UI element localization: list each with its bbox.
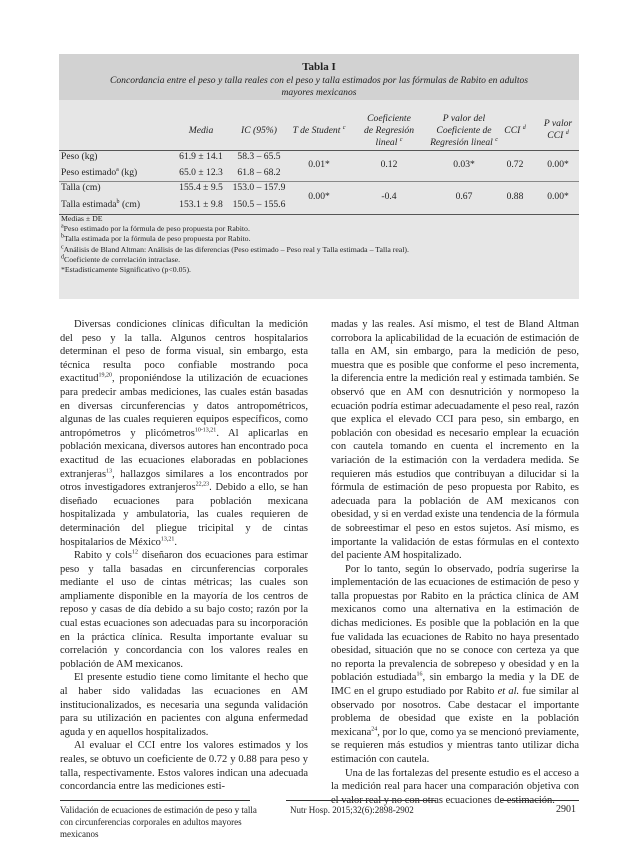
paragraph: Al evaluar el CCI entre los valores estimados y los reales, se obtuvo un coeficiente de 0.72 y 0.88 para peso y talla, respectivamente. Estos valores indican una adecuada concordancia entre las mediciones esti- <box>60 740 308 793</box>
table-title: Tabla I <box>302 61 336 73</box>
body-column-right <box>331 318 579 807</box>
paragraph: Rabito y cols$^{12}$ diseñaron dos ecuaciones para estimar peso y talla basadas en circunferencias corporales mediante el uso de cintas métricas; las cuales son ampliamente disponible en la mayoría de los centros de reposo y casas de día debido a su bajo costo; razón por la cual estas ecuaciones son adecuadas para su incorporación en la práctica clínica. Resulta importante evaluar su correlación y concordancia con los valores reales en población de AM mexicanos. <box>60 549 308 670</box>
group-cci: 0.72 <box>506 159 524 170</box>
footer-citation: Nutr Hosp. 2015;32(6):2898-2902 <box>290 805 414 815</box>
col-header-t-student: T de Student $^c$ <box>292 124 346 136</box>
footer-rule-left <box>60 800 250 801</box>
row-label: Talla estimada$^b$ (cm) <box>61 198 141 210</box>
group-t-student: 0.00* <box>308 191 330 202</box>
footer-rule-right <box>500 800 579 801</box>
table-header-band <box>59 54 579 100</box>
row-ic: 58.3 – 65.5 <box>237 151 281 162</box>
table-rule-header <box>59 150 579 151</box>
group-p-cci: 0.00* <box>547 191 569 202</box>
row-label: Peso (kg) <box>61 151 98 162</box>
col-header-media: Media <box>188 125 214 136</box>
table-note: $^a$Peso estimado por la fórmula de peso propuesta por Rabito. <box>61 223 250 234</box>
table-note: $^b$Talla estimada por la fórmula de peso propuesta por Rabito. <box>61 233 251 244</box>
table-caption: Concordancia entre el peso y talla reales con el peso y talla estimados por las fórmulas de Rabito en adultos mayores mexicanos <box>109 75 529 98</box>
paragraph: madas y las reales. Así mismo, el test de Bland Altman corrobora la aplicabilidad de la ecuación de estimación de talla en AM, sin embargo, para la medición de peso, muestra que es posible que conforme el peso incrementa, la diferencia entre la medición real y estimada también. Se observó que en AM con desnutrición y normopeso la ecuación podría estimar adecuadamente el peso real, razón que explica el elevado CCI para peso, sin embargo, en población con obesidad es necesario emplear la ecuación con cautela tomando en cuenta el incremento en la variación de la estimación con la verdadera medida. Se requieren más estudios que contribuyan a dilucidar si la fórmula de estimación de peso propuesta por Rabito, es adecuada para la población de AM mexicanos con obesidad, y si en verdad existe una tendencia de la fórmula de sobreestimar el peso en estos sujetos. Así mismo, es importante la validación de estas fórmulas en el contexto del paciente AM hospitalizado. <box>331 319 579 562</box>
paragraph: Una de las fortalezas del presente estudio es el acceso a la medición real para hacer una comparación objetiva con el valor real y no con otras ecuaciones de estimación. <box>331 767 579 806</box>
table-block <box>59 54 579 299</box>
page-number: 2901 <box>556 804 576 815</box>
group-coef: 0.12 <box>380 159 398 170</box>
col-header-p-coef: P valor del Coeficiente de Regresión lineal $^c$ <box>430 113 498 148</box>
table-note: *Estadísticamente Significativo (p<0.05). <box>61 265 191 275</box>
row-ic: 61.8 – 68.2 <box>237 167 281 178</box>
group-coef: -0.4 <box>381 191 397 202</box>
paragraph: El presente estudio tiene como limitante el hecho que al haber sido validadas las ecuaciones en AM institucionalizados, es necesaria una segunda validación para su utilización en pacientes con alguna enfermedad aguda y en aquellos hospitalizados. <box>60 672 308 738</box>
row-label: Talla (cm) <box>61 182 101 193</box>
row-media: 61.9 ± 14.1 <box>179 151 223 162</box>
paragraph: Diversas condiciones clínicas dificultan la medición del peso y la talla. Algunos centros hospitalarios determinan el peso de forma visual, sin embargo, esta técnica resulta poco confiable mostrando poca exactitud$^{19,20}$, proponiéndose la utilización de ecuaciones para predecir ambas mediciones, las cuales están basadas en diversas circunferencias y datos antropométricos, algunas de las cuales requieren equipos específicos, como antropómetros y plicómetros$^{10-13,21}$. Al aplicarlas en población mexicana, diversos autores han encontrado poca exactitud de las ecuaciones elaboradas en poblaciones extranjeras$^{13}$, hallazgos similares a los encontrados por otros investigadores extranjeros$^{22,23}$. Debido a ello, se han diseñado ecuaciones para población mexicana hospitalizada y ambulatoria, las cuales requieren de determinación del pliegue tricipital y de cintas hospitalarios de México$^{13,21}$. <box>60 319 308 548</box>
col-header-ic: IC (95%) <box>241 125 277 136</box>
col-header-p-cci: P valor CCI $^d$ <box>543 118 573 141</box>
row-media: 65.0 ± 12.3 <box>179 167 223 178</box>
paragraph: Por lo tanto, según lo observado, podría sugerirse la implementación de las ecuaciones de estimación de peso y talla propuestas por Rabito en la práctica clínica de AM mexicanos como una alternativa en la estimación de dichas mediciones. Es posible que la población en la que fue validada las ecuaciones de Rabito no haya presentado obesidad, situación que no se conoce con certeza ya que no reporta la prevalencia de sobrepeso y obesidad y en la población estudiada$^{16}$, sin embargo la media y la DE de IMC en el grupo estudiado por Rabito et al. fue similar al observado por nosotros. Cabe destacar el importante problema de obesidad que existe en la población mexicana$^{24}$, por lo que, como ya se mencionó previamente, se requieren más estudios y mientras tanto utilizar dicha estimación con cautela. <box>331 563 579 765</box>
row-media: 155.4 ± 9.5 <box>179 182 223 193</box>
body-column-left <box>60 318 308 794</box>
group-t-student: 0.01* <box>308 159 330 170</box>
group-cci: 0.88 <box>506 191 524 202</box>
col-header-cci: CCI $^d$ <box>504 124 526 136</box>
table-note: $^d$Coeficiente de correlación intraclase. <box>61 254 181 264</box>
row-media: 153.1 ± 9.8 <box>179 199 223 210</box>
group-p-coef: 0.03* <box>453 159 475 170</box>
group-p-cci: 0.00* <box>547 159 569 170</box>
row-ic: 153.0 – 157.9 <box>232 182 286 193</box>
row-ic: 150.5 – 155.6 <box>232 199 286 210</box>
table-notes <box>61 214 409 275</box>
table-note: Medias ± DE <box>61 214 103 223</box>
footer-rule-center <box>286 800 436 801</box>
table-rule-group <box>59 181 579 182</box>
col-header-coef: Coeficiente de Regresión lineal $^c$ <box>364 113 414 148</box>
table-note: $^c$Análisis de Bland Altman: Análisis de las diferencias (Peso estimado – Peso real y Talla estimada – Talla real). <box>61 244 409 254</box>
row-label: Peso estimado$^a$ (kg) <box>61 166 138 178</box>
group-p-coef: 0.67 <box>455 191 473 202</box>
footer-article-title: Validación de ecuaciones de estimación de peso y talla con circunferencias corporales en adultos mayores mexicanos <box>60 805 257 839</box>
